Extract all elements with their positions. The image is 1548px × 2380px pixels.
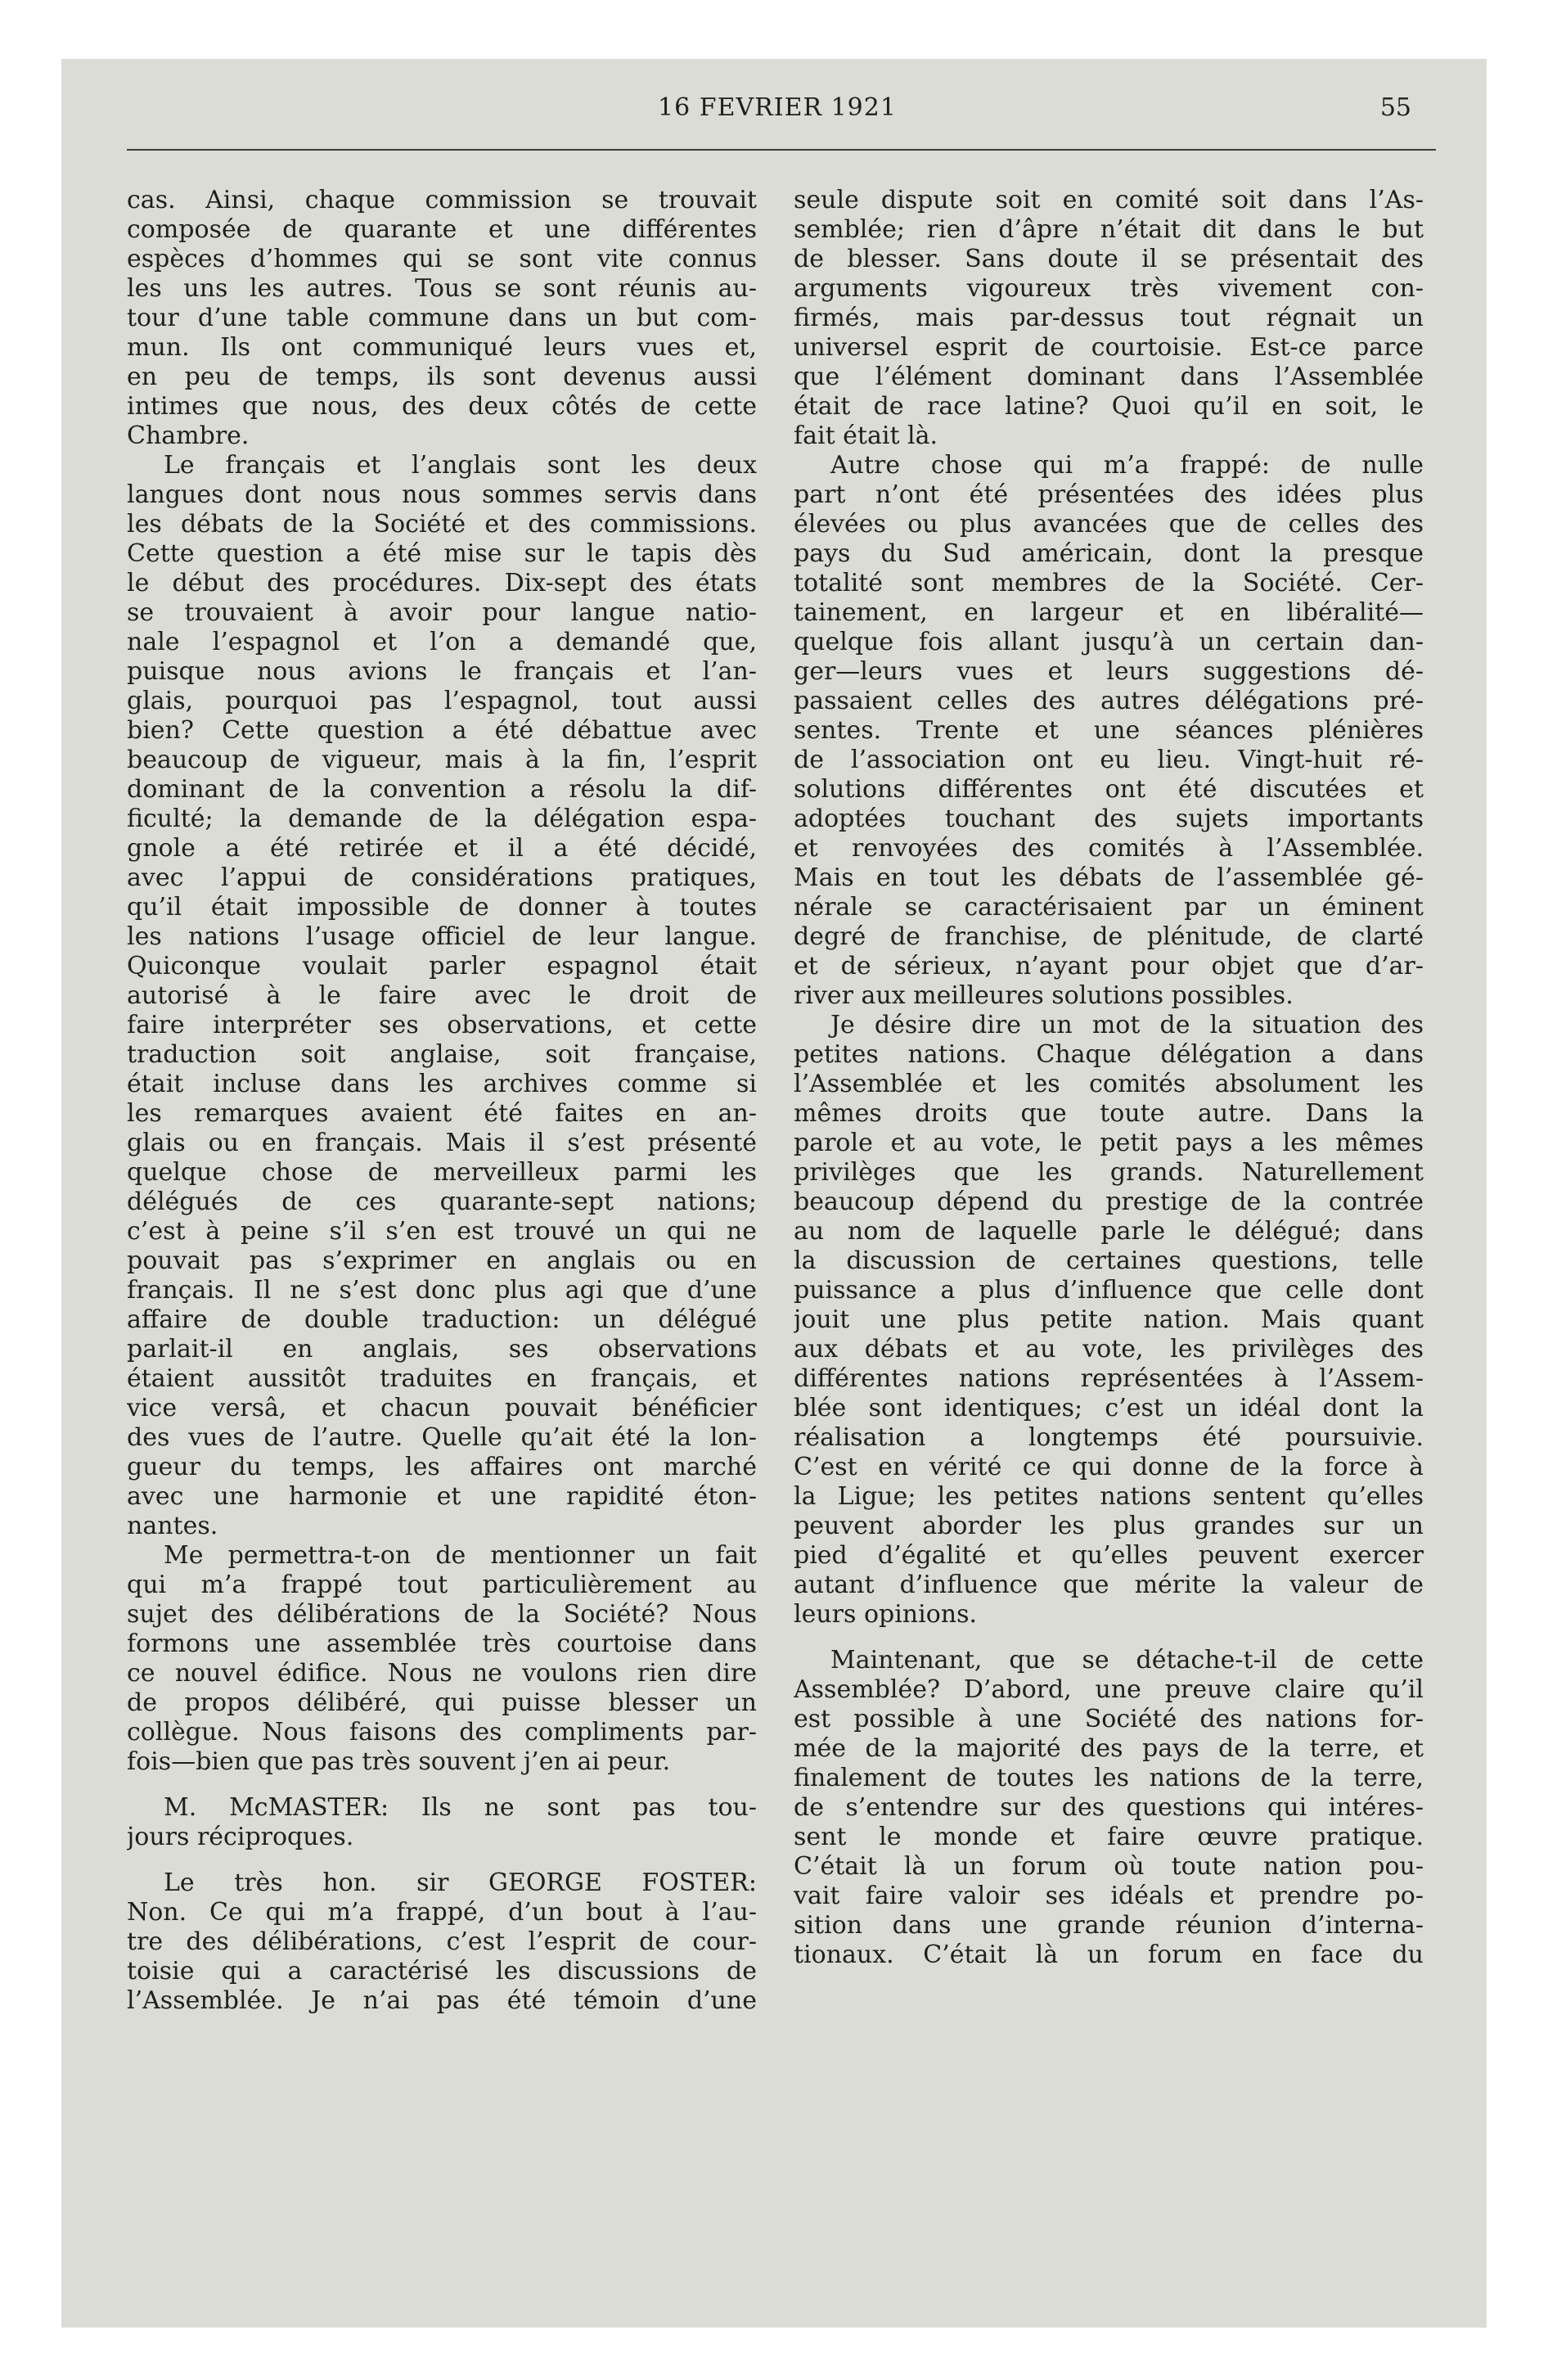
text-line: pays du Sud américain, dont la presque — [794, 539, 1424, 568]
text-line: les débats de la Société et des commissions. — [127, 510, 757, 539]
text-line: Quiconque voulait parler espagnol était — [127, 952, 757, 980]
text-line: ger—leurs vues et leurs suggestions dé- — [794, 657, 1424, 686]
text-line: universel esprit de courtoisie. Est-ce parce — [794, 333, 1424, 362]
text-line: passaient celles des autres délégations pré- — [794, 687, 1424, 715]
text-line: Chambre. — [127, 421, 250, 450]
text-line: part n’ont été présentées des idées plus — [794, 480, 1424, 509]
text-line: intimes que nous, des deux côtés de cette — [127, 392, 757, 421]
text-line: semblée; rien d’âpre n’était dit dans le but — [794, 215, 1424, 244]
text-line: seule dispute soit en comité soit dans l’As- — [794, 186, 1424, 214]
text-line: mun. Ils ont communiqué leurs vues et, — [127, 333, 757, 362]
scanned-page — [61, 59, 1487, 2328]
text-line: c’est à peine s’il s’en est trouvé un qui ne — [127, 1217, 757, 1246]
text-line: Mais en tout les débats de l’assemblée gé- — [794, 863, 1424, 892]
text-line: se trouvaient à avoir pour langue natio- — [127, 598, 757, 627]
text-column-left — [127, 186, 757, 2016]
text-line: mêmes droits que toute autre. Dans la — [794, 1099, 1424, 1128]
text-line: Assemblée? D’abord, une preuve claire qu’il — [794, 1675, 1424, 1704]
text-line: Non. Ce qui m’a frappé, d’un bout à l’au- — [127, 1898, 757, 1927]
text-line: gueur du temps, les affaires ont marché — [127, 1453, 757, 1481]
text-line: faire interpréter ses observations, et cette — [127, 1011, 757, 1039]
text-line: arguments vigoureux très vivement con- — [794, 274, 1424, 303]
text-line: river aux meilleures solutions possibles. — [794, 981, 1294, 1010]
text-line: de propos délibéré, qui puisse blesser un — [127, 1688, 757, 1717]
text-line: quelque chose de merveilleux parmi les — [127, 1158, 757, 1187]
text-line: C’était là un forum où toute nation pou- — [794, 1852, 1424, 1881]
text-line: nale l’espagnol et l’on a demandé que, — [127, 628, 757, 656]
text-line: tionaux. C’était là un forum en face du — [794, 1941, 1424, 1969]
text-line: Je désire dire un mot de la situation des — [830, 1011, 1424, 1039]
text-line: peuvent aborder les plus grandes sur un — [794, 1512, 1424, 1540]
text-line: quelque fois allant jusqu’à un certain dan- — [794, 628, 1424, 656]
text-line: qui m’a frappé tout particulièrement au — [127, 1571, 757, 1599]
text-line: M. McMASTER: Ils ne sont pas tou- — [164, 1793, 757, 1822]
text-line: la discussion de certaines questions, telle — [794, 1246, 1424, 1275]
text-line: bien? Cette question a été débattue avec — [127, 716, 757, 745]
text-line: aux débats et au vote, les privilèges des — [794, 1335, 1424, 1364]
text-line: blée sont identiques; c’est un idéal dont la — [794, 1394, 1424, 1422]
text-line: privilèges que les grands. Naturellement — [794, 1158, 1424, 1187]
text-line: tour d’une table commune dans un but com- — [127, 304, 757, 332]
text-line: glais, pourquoi pas l’espagnol, tout aussi — [127, 687, 757, 715]
text-line: composée de quarante et une différentes — [127, 215, 757, 244]
text-line: les remarques avaient été faites en an- — [127, 1099, 757, 1128]
text-line: gnole a été retirée et il a été décidé, — [127, 834, 757, 863]
text-line: élevées ou plus avancées que de celles des — [794, 510, 1424, 539]
text-line: totalité sont membres de la Société. Cer- — [794, 569, 1424, 597]
text-line: espèces d’hommes qui se sont vite connus — [127, 245, 757, 273]
text-line: Cette question a été mise sur le tapis dès — [127, 539, 757, 568]
text-line: beaucoup de vigueur, mais à la fin, l’esprit — [127, 746, 757, 774]
text-line: des vues de l’autre. Quelle qu’ait été la lon- — [127, 1423, 757, 1452]
text-line: vice versâ, et chacun pouvait bénéficier — [127, 1394, 757, 1422]
text-line: solutions différentes ont été discutées et — [794, 775, 1424, 804]
text-line: adoptées touchant des sujets importants — [794, 805, 1424, 833]
text-line: que l’élément dominant dans l’Assemblée — [794, 363, 1424, 391]
text-line: et renvoyées des comités à l’Assemblée. — [794, 834, 1424, 863]
text-line: vait faire valoir ses idéals et prendre po- — [794, 1882, 1424, 1910]
text-line: traduction soit anglaise, soit française, — [127, 1040, 757, 1069]
text-line: jours réciproques. — [127, 1823, 354, 1851]
text-line: sent le monde et faire œuvre pratique. — [794, 1823, 1424, 1851]
text-line: Maintenant, que se détache-t-il de cette — [830, 1646, 1424, 1675]
text-line: était de race latine? Quoi qu’il en soit, le — [794, 392, 1424, 421]
text-line: la Ligue; les petites nations sentent qu’elles — [794, 1482, 1424, 1511]
text-line: délégués de ces quarante-sept nations; — [127, 1188, 757, 1216]
text-line: l’Assemblée et les comités absolument les — [794, 1070, 1424, 1098]
text-line: glais ou en français. Mais il s’est présenté — [127, 1129, 757, 1157]
text-line: pouvait pas s’exprimer en anglais ou en — [127, 1246, 757, 1275]
text-line: beaucoup dépend du prestige de la contrée — [794, 1188, 1424, 1216]
text-line: français. Il ne s’est donc plus agi que d’une — [127, 1276, 757, 1305]
text-line: mée de la majorité des pays de la terre, et — [794, 1734, 1424, 1763]
text-line: avec l’appui de considérations pratiques, — [127, 863, 757, 892]
text-line: puisque nous avions le français et l’an- — [127, 657, 757, 686]
running-head — [61, 92, 1487, 124]
text-line: en peu de temps, ils sont devenus aussi — [127, 363, 757, 391]
text-line: est possible à une Société des nations for- — [794, 1705, 1424, 1733]
text-line: nantes. — [127, 1512, 218, 1540]
text-line: C’est en vérité ce qui donne de la force à — [794, 1453, 1424, 1481]
text-line: au nom de laquelle parle le délégué; dans — [794, 1217, 1424, 1246]
text-line: finalement de toutes les nations de la terre, — [794, 1764, 1424, 1792]
text-line: toisie qui a caractérisé les discussions de — [127, 1957, 757, 1986]
text-line: autant d’influence que mérite la valeur de — [794, 1571, 1424, 1599]
text-line: le début des procédures. Dix-sept des états — [127, 569, 757, 597]
text-line: autorisé à le faire avec le droit de — [127, 981, 757, 1010]
text-line: nérale se caractérisaient par un éminent — [794, 893, 1424, 922]
text-column-right — [794, 186, 1424, 1970]
text-line: ficulté; la demande de la délégation espa- — [127, 805, 757, 833]
text-line: Autre chose qui m’a frappé: de nulle — [830, 451, 1424, 480]
header-rule — [127, 149, 1436, 151]
text-line: sition dans une grande réunion d’interna- — [794, 1911, 1424, 1940]
text-line: Le français et l’anglais sont les deux — [164, 451, 757, 480]
text-line: ce nouvel édifice. Nous ne voulons rien dire — [127, 1659, 757, 1688]
text-line: réalisation a longtemps été poursuivie. — [794, 1423, 1424, 1452]
text-line: tainement, en largeur et en libéralité— — [794, 598, 1424, 627]
text-line: affaire de double traduction: un délégué — [127, 1305, 757, 1334]
text-line: fois—bien que pas très souvent j’en ai peur. — [127, 1747, 671, 1776]
text-line: jouit une plus petite nation. Mais quant — [794, 1305, 1424, 1334]
text-line: de s’entendre sur des questions qui intéres- — [794, 1793, 1424, 1822]
text-line: langues dont nous nous sommes servis dans — [127, 480, 757, 509]
text-line: tre des délibérations, c’est l’esprit de cour- — [127, 1927, 757, 1956]
text-line: différentes nations représentées à l’Assem- — [794, 1364, 1424, 1393]
text-line: formons une assemblée très courtoise dans — [127, 1629, 757, 1658]
page-date: 16 FEVRIER 1921 — [658, 93, 897, 122]
text-line: de l’association ont eu lieu. Vingt-huit ré- — [794, 746, 1424, 774]
text-line: firmés, mais par-dessus tout régnait un — [794, 304, 1424, 332]
text-line: parole et au vote, le petit pays a les mêmes — [794, 1129, 1424, 1157]
text-line: de blesser. Sans doute il se présentait des — [794, 245, 1424, 273]
text-line: Le très hon. sir GEORGE FOSTER: — [164, 1868, 757, 1897]
text-line: collègue. Nous faisons des compliments par- — [127, 1718, 757, 1747]
page-number: 55 — [1379, 93, 1411, 122]
text-line: petites nations. Chaque délégation a dans — [794, 1040, 1424, 1069]
text-line: leurs opinions. — [794, 1600, 978, 1629]
text-line: cas. Ainsi, chaque commission se trouvait — [127, 186, 757, 214]
text-line: sentes. Trente et une séances plénières — [794, 716, 1424, 745]
text-line: était incluse dans les archives comme si — [127, 1070, 757, 1098]
text-line: étaient aussitôt traduites en français, et — [127, 1364, 757, 1393]
text-line: qu’il était impossible de donner à toutes — [127, 893, 757, 922]
text-line: pied d’égalité et qu’elles peuvent exercer — [794, 1541, 1424, 1570]
text-line: sujet des délibérations de la Société? Nous — [127, 1600, 757, 1629]
text-line: puissance a plus d’influence que celle dont — [794, 1276, 1424, 1305]
text-line: parlait-il en anglais, ses observations — [127, 1335, 757, 1364]
text-line: Me permettra-t-on de mentionner un fait — [164, 1541, 757, 1570]
text-line: fait était là. — [794, 421, 938, 450]
text-line: et de sérieux, n’ayant pour objet que d’ar- — [794, 952, 1424, 980]
text-line: l’Assemblée. Je n’ai pas été témoin d’une — [127, 1986, 757, 2015]
text-line: degré de franchise, de plénitude, de clarté — [794, 922, 1424, 951]
text-line: dominant de la convention a résolu la dif- — [127, 775, 757, 804]
text-line: avec une harmonie et une rapidité éton- — [127, 1482, 757, 1511]
text-line: les nations l’usage officiel de leur langue. — [127, 922, 757, 951]
text-line: les uns les autres. Tous se sont réunis au- — [127, 274, 757, 303]
